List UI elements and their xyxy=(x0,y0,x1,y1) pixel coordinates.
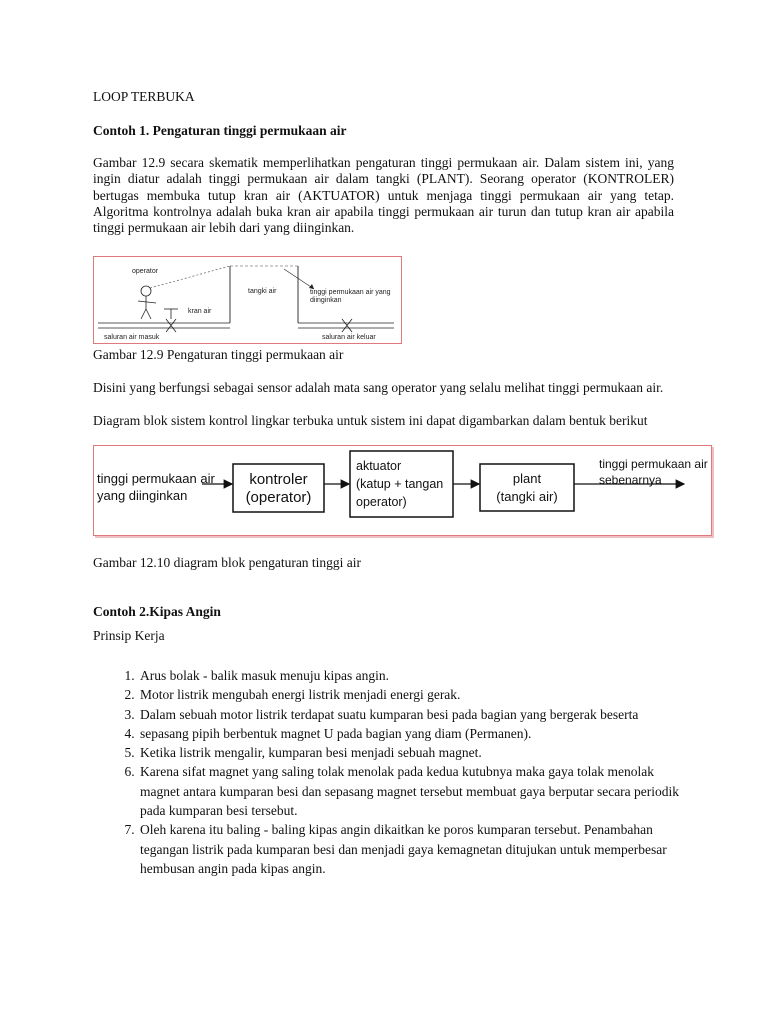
list-item: 5. Ketika listrik mengalir, kumparan besi menjadi sebuah magnet. xyxy=(138,743,693,762)
list-item: 7. Oleh karena itu baling - baling kipas angin dikaitkan ke poros kumparan tersebut. Penambahan tegangan listrik pada kumparan besi dan menjadi gaya kemagnetan ditujukan untuk memperbesar hembusan angin pada kipas angin. xyxy=(138,820,693,878)
output-label-1: tinggi permukaan air xyxy=(599,457,708,471)
plant-label-2: (tangki air) xyxy=(496,489,558,504)
label-valve: kran air xyxy=(188,308,212,315)
operator-head xyxy=(141,286,151,296)
label-desired-1: tinggi permukaan air yang xyxy=(310,289,391,296)
block-diagram xyxy=(94,446,711,535)
figure-12-10 xyxy=(93,445,712,536)
example2-title: Contoh 2.Kipas Angin xyxy=(93,604,221,619)
page-heading: LOOP TERBUKA xyxy=(93,89,195,104)
label-tank: tangki air xyxy=(248,288,277,295)
actuator-label-2: (katup + tangan xyxy=(356,477,444,491)
actuator-label-3: operator) xyxy=(356,495,407,509)
list-item: 2. Motor listrik mengubah energi listrik menjadi energi gerak. xyxy=(138,685,693,704)
principle-list xyxy=(93,666,693,878)
list-item: 4. sepasang pipih berbentuk magnet U pada bagian yang diam (Permanen). xyxy=(138,724,693,743)
list-item: 3. Dalam sebuah motor listrik terdapat suatu kumparan besi pada bagian yang bergerak beserta xyxy=(138,705,693,724)
input-label-2: yang diinginkan xyxy=(97,488,188,503)
figure-12-9 xyxy=(93,256,402,344)
label-operator: operator xyxy=(132,268,159,275)
label-desired-2: diinginkan xyxy=(310,297,342,304)
outlet-valve-icon xyxy=(342,319,352,332)
caption-12-10: Gambar 12.10 diagram blok pengaturan tinggi air xyxy=(93,555,362,570)
output-label-2: sebenarnya xyxy=(599,473,662,487)
valve-icon xyxy=(166,319,176,332)
plant-label-1: plant xyxy=(512,471,542,486)
caption-12-9: Gambar 12.9 Pengaturan tinggi permukaan air xyxy=(93,347,344,362)
sight-line xyxy=(150,266,230,288)
sensor-paragraph: Disini yang berfungsi sebagai sensor adalah mata sang operator yang selalu melihat tinggi permukaan air. xyxy=(93,380,664,395)
input-label-1: tinggi permukaan air xyxy=(97,471,215,486)
tank-schematic xyxy=(94,257,401,343)
example1-title: Contoh 1. Pengaturan tinggi permukaan air xyxy=(93,123,347,138)
label-inlet: saluran air masuk xyxy=(104,334,160,341)
block-diagram-intro: Diagram blok sistem kontrol lingkar terbuka untuk sistem ini dapat digambarkan dalam bentuk berikut xyxy=(93,413,648,428)
list-item: 1. Arus bolak - balik masuk menuju kipas angin. xyxy=(138,666,693,685)
actuator-label-1: aktuator xyxy=(356,459,402,473)
label-outlet: saluran air keluar xyxy=(322,334,376,341)
example2-subtitle: Prinsip Kerja xyxy=(93,628,165,643)
controller-label-2: (operator) xyxy=(245,489,312,506)
example1-paragraph: Gambar 12.9 secara skematik memperlihatkan pengaturan tinggi permukaan air. Dalam sistem ini, yang ingin diatur adalah tinggi permukaan air dalam tangki (PLANT). Seorang operator (KONTROLER) bertugas membuka tutup kran air (AKTUATOR) untuk menjaga tinggi permukaan air yang tetap. Algoritma kontrolnya adalah buka kran air apabila tinggi permukaan air turun dan tutup kran air apabila tinggi permukaan air lebih dari yang diinginkan. xyxy=(93,155,674,236)
controller-label-1: kontroler xyxy=(249,471,308,488)
list-item: 6. Karena sifat magnet yang saling tolak menolak pada kedua kutubnya maka gaya tolak menolak magnet antara kumparan besi dan sepasang magnet tersebut membuat gaya berputar secara periodik pada kumparan besi tersebut. xyxy=(138,762,693,820)
